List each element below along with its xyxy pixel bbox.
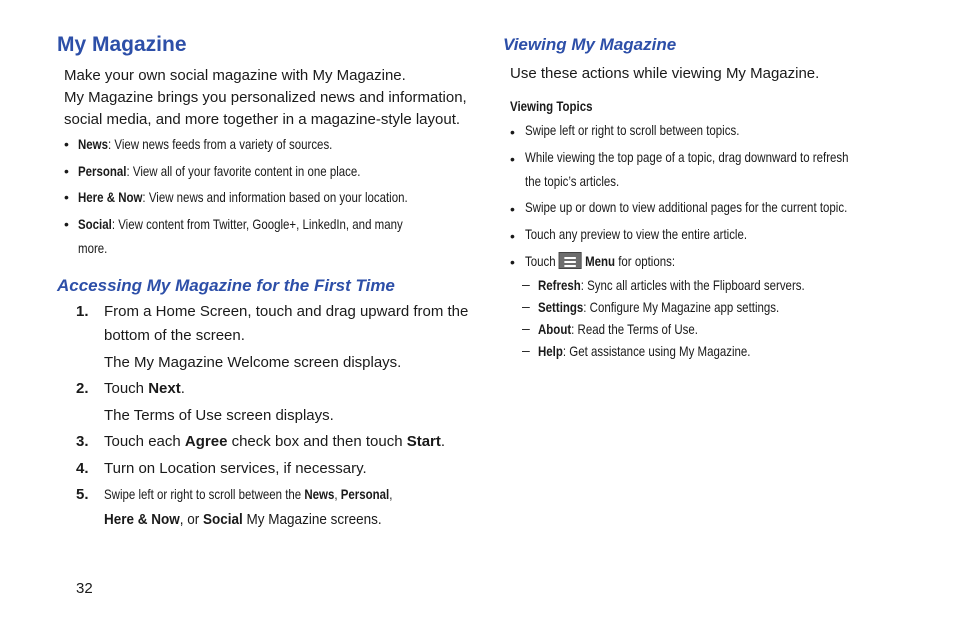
- bullet-icon: •: [510, 151, 515, 167]
- section-title: Accessing My Magazine for the First Time: [57, 276, 395, 295]
- item-text: : View news and information based on your location.: [142, 189, 408, 205]
- list-item: Swipe up or down to view additional pages for the current topic.: [525, 199, 848, 215]
- intro-line: My Magazine brings you personalized news and information,: [64, 89, 467, 106]
- dash-icon: –: [522, 342, 530, 358]
- list-item: While viewing the top page of a topic, drag downward to refresh: [525, 149, 849, 165]
- dash-icon: –: [522, 276, 530, 292]
- step-number: 3.: [76, 433, 89, 450]
- item-text: : View content from Twitter, Google+, LinkedIn, and many: [111, 216, 403, 232]
- intro-line: Use these actions while viewing My Magazine.: [510, 65, 820, 82]
- item-term: Here & Now: [78, 189, 143, 205]
- bullet-icon: •: [64, 189, 69, 205]
- list-item: Refresh: Sync all articles with the Flipboard servers.: [538, 277, 805, 293]
- list-item: Swipe left or right to scroll between topics.: [525, 122, 740, 138]
- step-text: Touch Next.: [104, 380, 185, 397]
- intro-line: Make your own social magazine with My Magazine.: [64, 67, 406, 84]
- step-text: bottom of the screen.: [104, 327, 245, 344]
- intro-line: social media, and more together in a magazine-style layout.: [64, 111, 461, 128]
- step-number: 4.: [76, 460, 89, 477]
- item-term: Personal: [78, 163, 127, 179]
- step-text: From a Home Screen, touch and drag upward from the: [104, 303, 469, 320]
- item-term: Social: [78, 216, 112, 232]
- step-text: Here & Now, or Social My Magazine screens.: [104, 511, 382, 528]
- list-item: Help: Get assistance using My Magazine.: [538, 343, 751, 359]
- step-text: Touch each Agree check box and then touch Start.: [104, 433, 446, 450]
- page-title: My Magazine: [57, 33, 187, 56]
- step-number: 1.: [76, 303, 89, 320]
- start-label: Start: [406, 433, 441, 450]
- agree-label: Agree: [184, 433, 228, 450]
- step-result: The My Magazine Welcome screen displays.: [104, 354, 402, 371]
- item-text: : View news feeds from a variety of sources.: [107, 136, 333, 152]
- list-item: Touch Menu for options:: [525, 253, 676, 269]
- bullet-icon: •: [64, 216, 69, 232]
- bullet-icon: •: [510, 228, 515, 244]
- item-term: News: [78, 136, 108, 152]
- bullet-icon: •: [64, 136, 69, 152]
- bullet-icon: •: [510, 201, 515, 217]
- step-text: Turn on Location services, if necessary.: [104, 460, 367, 477]
- list-item: Touch any preview to view the entire article.: [525, 226, 748, 242]
- item-text: more.: [78, 240, 108, 256]
- section-title: Viewing My Magazine: [503, 35, 677, 54]
- bullet-icon: •: [510, 124, 515, 140]
- bullet-icon: •: [510, 254, 515, 270]
- subhead: Viewing Topics: [510, 98, 593, 114]
- list-item: Settings: Configure My Magazine app settings.: [538, 299, 780, 315]
- menu-icon: [559, 252, 582, 269]
- step-number: 2.: [76, 380, 89, 397]
- step-result: The Terms of Use screen displays.: [104, 407, 334, 424]
- list-item: the topic’s articles.: [525, 173, 620, 189]
- step-number: 5.: [76, 486, 89, 503]
- list-item: About: Read the Terms of Use.: [538, 321, 698, 337]
- item-text: : View all of your favorite content in one place.: [126, 163, 361, 179]
- dash-icon: –: [522, 298, 530, 314]
- bullet-icon: •: [64, 163, 69, 179]
- next-label: Next: [148, 380, 181, 397]
- step-text: Swipe left or right to scroll between the News, Personal,: [104, 486, 393, 502]
- dash-icon: –: [522, 320, 530, 336]
- page-number: 32: [76, 580, 93, 597]
